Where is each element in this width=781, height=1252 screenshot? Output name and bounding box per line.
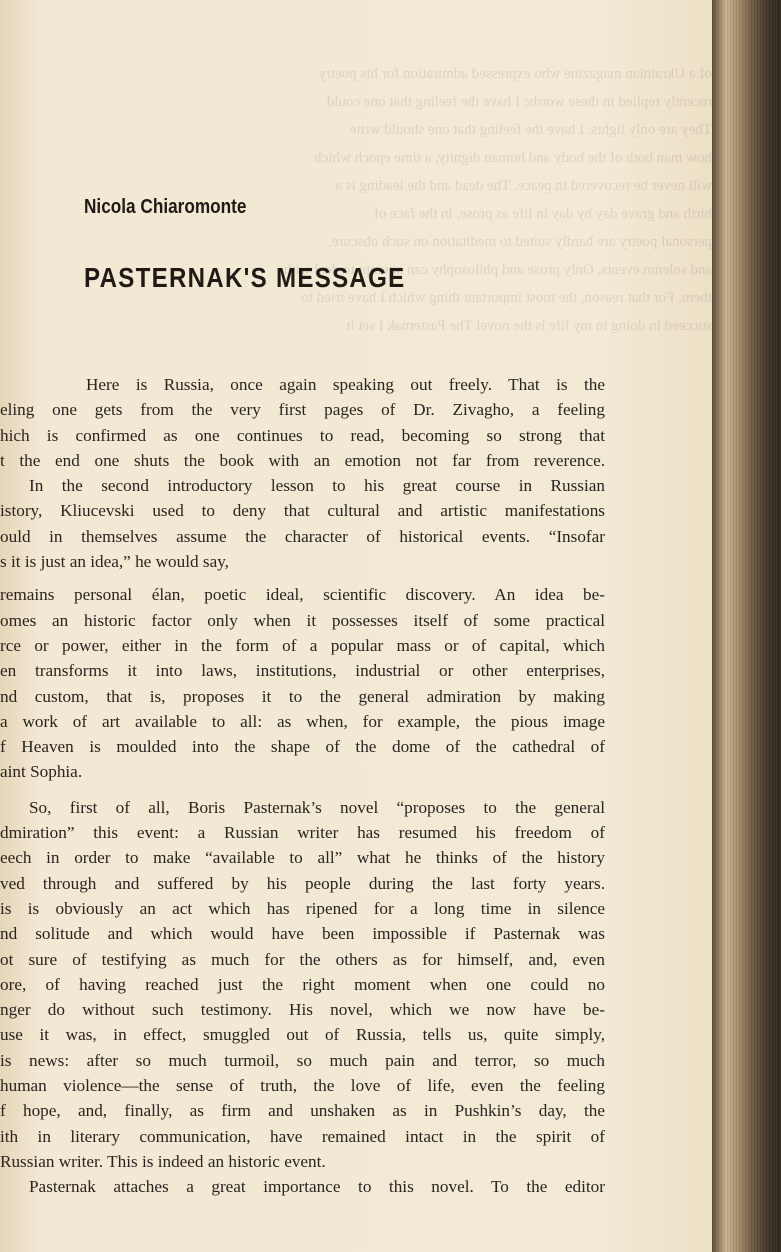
text-line: nd custom, that is, proposes it to the general admiration by making (0, 686, 605, 706)
text-line: f hope, and, finally, as firm and unshaken as in Pushkin’s day, the (0, 1101, 605, 1121)
text-line: Russian writer. This is indeed an historic event. (0, 1151, 326, 1171)
text-line: dmiration” this event: a Russian writer has resumed his freedom of (0, 823, 605, 843)
show-through-text: of a Ukrainian magazine who expressed admiration for his poetry recently replied in these words: I have the feeling that one could They are only lights. I have the feeling that one should write how man both of the body and human dignity, a time epoch which will never be recovered in peace. The dead and the leading is a birth and grave day by day in life as prose, in the face of personal poetry are hardly suited to meditation on such obscure, and solemn events. Only prose and philosophy can attempt to deal with them. For that reason, the most important thing which I have tried to succeed in doing in my life is the novel The Pasternak I set it (283, 66, 712, 334)
text-line: In the second introductory lesson to his great course in Russian (29, 476, 605, 496)
text-line: omes an historic factor only when it possesses itself of some practical (0, 610, 605, 630)
page-edge-binding (712, 0, 781, 1252)
article-title: PASTERNAK'S MESSAGE (84, 262, 406, 293)
block-quote (0, 582, 605, 784)
text-line: aint Sophia. (0, 762, 83, 782)
text-line: is news: after so much turmoil, so much pain and terror, so much (0, 1050, 605, 1070)
paragraph-1 (0, 372, 605, 473)
text-line: nger do without such testimony. His novel, which we now have be- (0, 1000, 605, 1020)
text-line: eling one gets from the very first pages of Dr. Zivagho, a feeling (0, 400, 605, 420)
text-line: use it was, in effect, smuggled out of Russia, tells us, quite simply, (0, 1025, 605, 1045)
author-name: Nicola Chiaromonte (84, 196, 247, 218)
text-line: en transforms it into laws, institutions, industrial or other enterprises, (0, 661, 605, 681)
text-line: nd solitude and which would have been impossible if Pasternak was (0, 924, 605, 944)
paragraph-2 (0, 473, 605, 574)
spacer (0, 574, 605, 582)
text-line: f Heaven is moulded into the shape of the dome of the cathedral of (0, 737, 605, 757)
paragraph-3 (0, 795, 605, 1174)
text-line: rce or power, either in the form of a popular mass or of capital, which (0, 635, 605, 655)
text-line: ith in literary communication, have remained intact in the spirit of (0, 1126, 605, 1146)
text-line: Here is Russia, once again speaking out freely. That is the (86, 375, 605, 394)
text-line: eech in order to make “available to all” what he thinks of the history (0, 848, 605, 868)
text-line: So, first of all, Boris Pasternak’s novel “proposes to the general (29, 797, 605, 817)
text-line: ot sure of testifying as much for the others as for himself, and, even (0, 949, 605, 969)
text-line: hich is confirmed as one continues to read, becoming so strong that (0, 425, 605, 445)
paragraph-4 (0, 1174, 605, 1199)
text-line: is is obviously an act which has ripened for a long time in silence (0, 898, 605, 918)
text-line: t the end one shuts the book with an emotion not far from reverence. (0, 450, 605, 470)
spacer (0, 785, 605, 795)
text-line: a work of art available to all: as when, for example, the pious image (0, 711, 605, 731)
text-line: istory, Kliucevski used to deny that cultural and artistic manifestations (0, 501, 605, 521)
text-line: s it is just an idea,” he would say, (0, 552, 229, 572)
text-line: human violence—the sense of truth, the love of life, even the feeling (0, 1076, 605, 1096)
text-line: remains personal élan, poetic ideal, scientific discovery. An idea be- (0, 585, 605, 605)
text-line: ved through and suffered by his people during the last forty years. (0, 873, 605, 893)
text-line: ore, of having reached just the right moment when one could no (0, 974, 605, 994)
text-line: Pasternak attaches a great importance to this novel. To the editor (29, 1177, 605, 1197)
article-body (0, 372, 605, 1200)
text-line: ould in themselves assume the character of historical events. “Insofar (0, 526, 605, 546)
